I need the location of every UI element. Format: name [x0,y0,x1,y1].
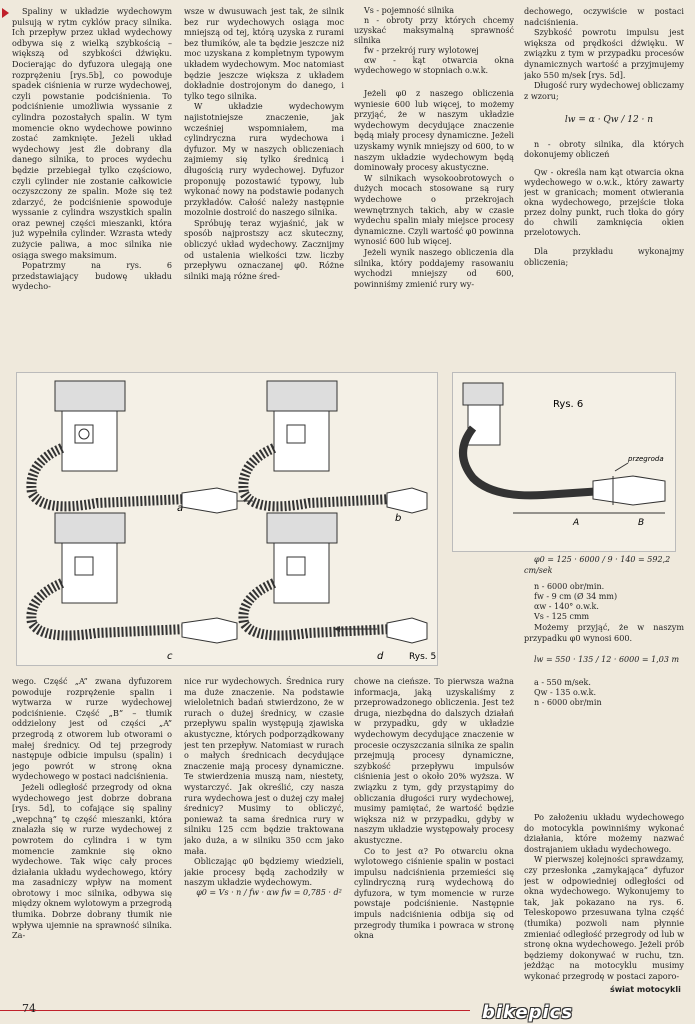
partition-label: przegroda [628,455,664,463]
watermark-logo: bikepics [482,1002,574,1023]
value-line: fw - 9 cm (Ø 34 mm) [534,592,618,602]
value-line: Qw - 135 o.w.k. [534,687,597,697]
paragraph: dechowego, oczywiście w postaci nadciśnienia. [524,6,684,27]
panel-c-drawing [31,513,237,643]
section-start-arrow-icon [2,8,9,18]
paragraph: W pierwszej kolejności sprawdzamy, czy przesłonka „zamykająca” dyfuzor jest w odpowiedniej odległości od okna wydechowego. Wykonujemy to tak, jak pokazano na rys. 6. Teleskopowo przesuwana tylna część (tłumika) pozwoli nam płynnie zmieniać odległość przegrody od lub w stronę okna wydechowego. Jeżeli prób będziemy dokonywać w ruchu, tzn. jeżdżąc na motocyklu musimy wykonać przegrodę w postaci zaporo- [524,854,684,981]
definition: n - obroty przy których chcemy uzyskać maksymalną sprawność silnika [354,16,514,45]
figure-5-caption: Rys. 5 [409,652,437,662]
paragraph: Spróbuję teraz wyjaśnić, jak w sposób najprostszy acz skuteczny, obliczyć układ wydechowy. Zacznijmy od ustalenia wielkości tzw. liczby przepływu oznaczanej φ0. Różne silniki mają różne śred- [184,217,344,281]
formula-phi-example: φ0 = 125 · 6000 / 9 · 140 = 592,2 cm/sek [524,555,671,575]
panel-d-drawing [243,513,427,643]
bottom-column-1 [12,676,172,998]
definition: Qw - określa nam kąt otwarcia okna wydechowego w o.w.k., który zawarty jest w granicach; moment otwierania okna wydechowego, przejście tłoka przez dolny punkt, ruch tłoka do góry do chwili zamknięcia okien przelotowych. [524,167,684,237]
example-calculation [524,555,684,800]
paragraph: wego. Część „A” zwana dyfuzorem powoduje rozprężenie spalin i wytwarza w rurze wydechowej podciśnienie. Część „B” – tłumik oddzielony jest od części „A” przegrodą z otworem lub otworami o małej średnicy. Od tej przegrody następuje odbicie impulsu (spalin) i jego powrót w stronę okna wydechowego w postaci nadciśnienia. [12,676,172,782]
definition: Vs - pojemność silnika [364,6,455,15]
paragraph: Spaliny w układzie wydechowym pulsują w rytm cyklów pracy silnika. Ich przepływ przez układ wydechowy odbywa się z wielką szybkością – większą od szybkości dźwięku. Docierając do dyfuzora ulegają one rozprężeniu [rys.5b], co powoduje spadek ciśnienia w rurze wydechowej, czyli powstanie podciśnienia. To podciśnienie umożliwia wyssanie z cylindra pozostałych spalin. W tym momencie okno wydechowe powinno zostać zamknięte. Jeżeli układ wydechowy jest źle dobrany dla danego silnika, to proces wydechu będzie przebiegał tylko częściowo, czyli cylinder nie zostanie całkowicie oczyszczony ze spalin. Może się też zdarzyć, że podciśnienie spowoduje wyssanie z cylindra wszystkich spalin oraz pewnej części mieszanki, która już wypełniła cylinder. Wzrasta wtedy zużycie paliwa, a moc silnika nie osiąga swego maksimum. [12,6,172,260]
bottom-column-4 [524,812,684,998]
panel-b-drawing [243,381,427,513]
paragraph: W silnikach wysokoobrotowych o dużych mocach stosowane są rury wydechowe o przekrojach wewnętrznych takich, aby w czasie wydechu spalin miały miejsce procesy dynamiczne. Czyli wartość φ0 powinna wynosić 600 lub więcej. [354,172,514,247]
paragraph: Jeżeli odległość przegrody od okna wydechowego jest dobrze dobrana [rys. 5d], to cofające się spaliny „wepchną” tę część mieszanki, która znalazła się w rurze wydechowej z powrotem do cylindra i w tym momencie zamknie się okno wydechowe. Tak więc cały proces działania układu wydechowego, który ma zasadniczy wpływ na moment obrotowy i moc silnika, odbywa się między oknem wylotowym a przegrodą tłumika. Dobrze dobrany tłumik nie wpływa ujemnie na sprawność silnika. Za- [12,781,172,941]
figure-5 [16,372,438,666]
paragraph: Jeżeli wynik naszego obliczenia dla silnika, który poddajemy rasowaniu wychodzi mniejszy od 600, powinniśmy zmienić rury wy- [354,246,514,289]
paragraph: Długość rury wydechowej obliczamy z wzoru; [524,80,684,101]
paragraph: Po założeniu układu wydechowego do motocykla powinniśmy wykonać działania, które możemy nazwać dostrajaniem układu wydechowego. [524,812,684,854]
bottom-column-2 [184,676,344,998]
paragraph: wsze w dwusuwach jest tak, że silnik bez rur wydechowych osiąga moc mniejszą od tej, którą uzyska z rurami bez tłumików, ale ta będzie jeszcze niż moc uzyskana z kompletnym typowym układem wydechowym. Moc natomiast będzie jeszcze większa z układem dokładnie dostrojonym do danego, i tylko tego silnika. [184,6,344,101]
paragraph: Co to jest α? Po otwarciu okna wylotowego ciśnienie spalin w postaci impulsu nadciśnienia przemieści się cylindryczną rurą wydechową do dyfuzora, w tym momencie w rurze powstaje podciśnienie. Następnie impuls nadciśnienia odbija się od przegrody tłumika i powraca w stronę okna [354,845,514,941]
paragraph: Szybkość powrotu impulsu jest większa od prędkości dźwięku. W związku z tym w przypadku procesów dynamicznych wartość a przyjmujemy jako 550 m/sek [rys. 5d]. [524,27,684,80]
paragraph: Obliczając φ0 będziemy wiedzieli, jakie procesy będą zachodziły w naszym układzie wydechowym. [184,856,344,888]
top-column-3 [354,6,514,366]
figure-6 [452,372,676,552]
figure-5-drawing [17,373,437,665]
magazine-brand: świat motocykli [610,985,681,994]
bottom-column-3 [354,676,514,998]
top-column-1 [12,6,172,366]
paragraph: W układzie wydechowym najistotniejsze znaczenie, jak wcześniej wspomniałem, ma cylindryczna rura wydechowa i dyfuzor. My w naszych obliczeniach zajmiemy się tylko średnicą i długością rury wydechowej. Dyfuzor proponuję pozostawić typowy, lub wykonać nowy na podstawie podanych przykładów. Całość należy następnie mozolnie dostroić do naszego silnika. [184,101,344,218]
value-line: n - 6000 obr/min. [534,582,605,592]
value-line: a - 550 m/sek. [534,677,591,687]
panel-d-label: d [377,651,384,662]
panel-a-drawing [31,381,253,513]
formula-lw-example: lw = 550 · 135 / 12 · 6000 = 1,03 m [534,655,680,665]
panel-a-label: a [177,503,184,514]
formula-lw: lw = α · Qw / 12 · n [564,115,654,126]
definition: n - obroty silnika, dla których dokonujemy obliczeń [524,139,684,159]
panel-b-label: b [395,513,402,524]
value-line: αw - 140° o.w.k. [534,602,599,612]
paragraph: Jeżeli φ0 z naszego obliczenia wyniesie 600 lub więcej, to możemy przyjąć, że w naszym układzie wydechowym decydujące znaczenie będą miały procesy dynamiczne. Jeżeli uzyskamy wynik mniejszy od 600, to w naszym układzie wydechowym będą dominowały procesy akustyczne. [354,88,514,173]
top-column-2 [184,6,344,366]
definition: fw - przekrój rury wylotowej [364,46,479,55]
top-column-4 [524,6,684,368]
page-number: 74 [22,1002,36,1015]
dimension-b-label: B [638,518,645,528]
dimension-a-label: A [573,518,580,528]
definition: αw - kąt otwarcia okna wydechowego w stopniach o.w.k. [354,56,514,75]
figure-6-caption: Rys. 6 [553,399,584,410]
value-line: Vs - 125 cmm [534,612,590,622]
paragraph: Dla przykładu wykonajmy obliczenia; [524,245,684,267]
paragraph: chowe na cieńsze. To pierwsza ważna informacja, jaką uzyskaliśmy z przeprowadzonego obliczenia. Jest też druga, niezbędna do dalszych działań w przypadku, gdy w układzie wydechowym decydujące znaczenie w procesie oczyszczania silnika ze spalin przejmują procesy dynamiczne, szybkość przepływu impulsów ciśnienia jest o około 20% wyższa. W związku z tym, gdy przystąpimy do obliczania długości rury wydechowej, musimy pamiętać, że wartość będzie większa niż w przypadku, gdyby w naszym układzie występowały procesy akustyczne. [354,676,514,845]
formula-phi: φ0 = Vs · n / fw · αw fw = 0,785 · d² [196,887,342,897]
paragraph: Popatrzmy na rys. 6 przedstawiający budowę układu wydecho- [12,260,172,292]
value-line: n - 6000 obr/min [534,697,602,707]
footer-divider [0,1010,470,1011]
figure-6-drawing [453,373,675,551]
paragraph: Możemy przyjąć, że w naszym przypadku φ0 wynosi 600. [524,622,684,643]
panel-c-label: c [167,651,173,662]
paragraph: nice rur wydechowych. Średnica rury ma duże znaczenie. Na podstawie wieloletnich badań stwierdzono, że w rurach o dużej średnicy, w czasie przepływu spalin występują zjawiska akustyczne, których podporządkowany jest ten przepływ. Natomiast w rurach o małych średnicach decydujące znaczenie mają procesy dynamiczne. Te stwierdzenia muszą nam, niestety, wystarczyć. Jak określić, czy nasza rura wydechowa jest o dużej czy małej średnicy? Musimy to obliczyć, ponieważ ta sama średnica rury w silniku 125 ccm będzie traktowana jako duża, a w silniku 350 ccm jako mała. [184,676,344,856]
